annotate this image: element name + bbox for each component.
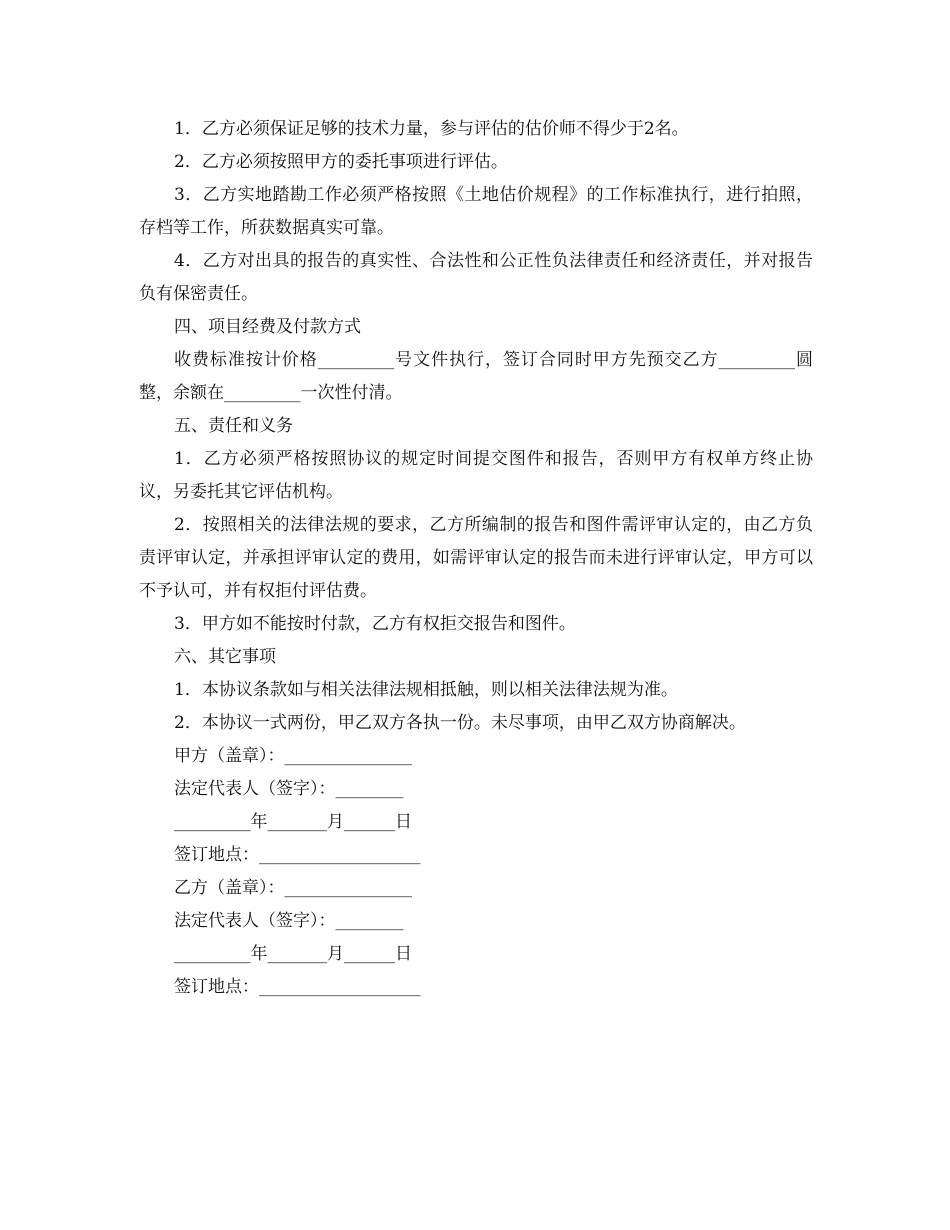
duty-clause-1: 1．乙方必须严格按照协议的规定时间提交图件和报告，否则甲方有权单方终止协议，另委托其它评估机构。 [139,449,813,502]
party-a-date-line: _________年_______月______日 [174,812,412,832]
section-heading-5: 五、责任和义务 [174,416,293,436]
document-page [139,113,813,1004]
party-a-location-line: 签订地点：___________________ [174,845,421,865]
section-heading-6: 六、其它事项 [174,647,276,667]
party-b-location-line: 签订地点：___________________ [174,977,421,997]
duty-clause-3: 3．甲方如不能按时付款，乙方有权拒交报告和图件。 [174,614,576,634]
other-clause-1: 1．本协议条款如与相关法律法规相抵触，则以相关法律法规为准。 [174,680,678,700]
clause-b-2: 2．乙方必须按照甲方的委托事项进行评估。 [174,152,508,172]
other-clause-2: 2．本协议一式两份，甲乙双方各执一份。未尽事项，由甲乙双方协商解决。 [174,713,746,733]
clause-b-4: 4．乙方对出具的报告的真实性、合法性和公正性负法律责任和经济责任，并对报告负有保密责任。 [139,251,813,304]
duty-clause-2: 2．按照相关的法律法规的要求，乙方所编制的报告和图件需评审认定的，由乙方负责评审认定，并承担评审认定的费用，如需评审认定的报告而未进行评审认定，甲方可以不予认可，并有权拒付评估费。 [139,515,813,601]
section-heading-4: 四、项目经费及付款方式 [174,317,361,337]
party-b-representative-line: 法定代表人（签字）：________ [174,911,404,931]
party-a-representative-line: 法定代表人（签字）：________ [174,779,404,799]
party-b-date-line: _________年_______月______日 [174,944,412,964]
party-b-seal-line: 乙方（盖章）：_______________ [174,878,412,898]
fee-paragraph: 收费标准按计价格_________号文件执行，签订合同时甲方先预交乙方_________圆整，余额在_________一次性付清。 [139,350,813,403]
clause-b-3: 3．乙方实地踏勘工作必须严格按照《土地估价规程》的工作标准执行，进行拍照，存档等工作，所获数据真实可靠。 [139,185,813,238]
party-a-seal-line: 甲方（盖章）：_______________ [174,746,412,766]
clause-b-1: 1．乙方必须保证足够的技术力量，参与评估的估价师不得少于2名。 [174,119,689,139]
